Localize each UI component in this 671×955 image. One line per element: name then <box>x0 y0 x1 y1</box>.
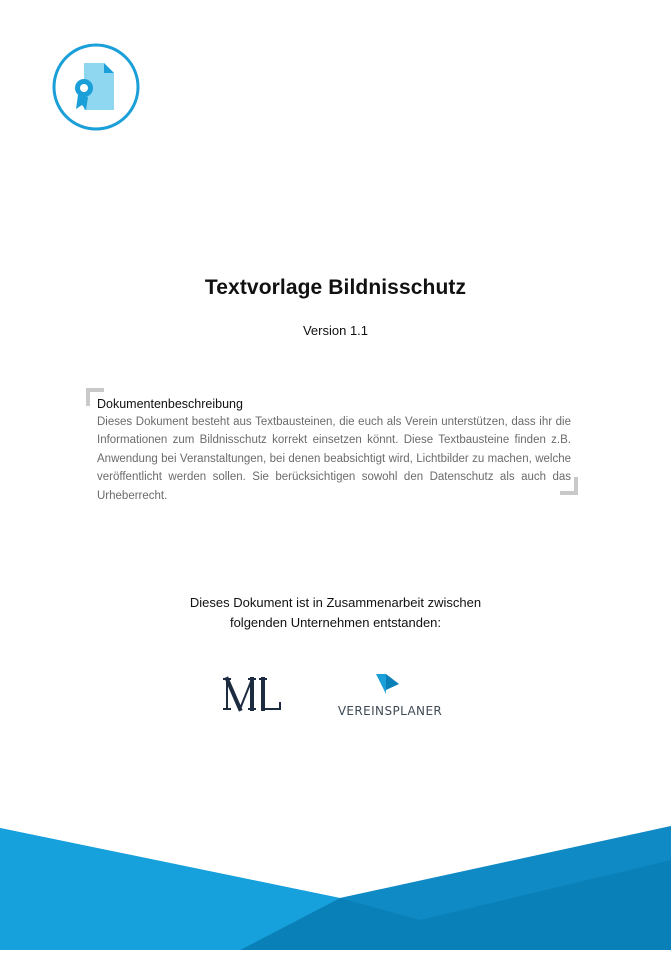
footer-decoration <box>0 820 671 950</box>
description-text: Dieses Dokument besteht aus Textbausteinen, die euch als Verein unterstützen, dass ihr die Informationen zum Bildnisschutz korrekt einsetzen könnt. Diese Textbausteine finden z.B. Anwendung bei Veranstaltungen, bei denen beabsichtigt wird, Lichtbilder zu machen, welche veröffentlicht werden sollen. Sie berücksichtigen sowohl den Datenschutz als auch das Urheberrecht. <box>97 416 571 502</box>
document-title: Textvorlage Bildnisschutz <box>204 276 467 299</box>
collaboration-line-2: folgenden Unternehmen entstanden: <box>229 615 442 630</box>
collaboration-line-1: Dieses Dokument ist in Zusammenarbeit zwischen <box>189 595 482 610</box>
ml-logo <box>222 673 284 715</box>
vereinsplaner-wordmark: VEREINSPLANER <box>337 704 443 718</box>
description-heading: Dokumentenbeschreibung <box>97 397 243 411</box>
document-version: Version 1.1 <box>302 323 369 338</box>
vereinsplaner-logo <box>337 672 443 722</box>
certificate-document-icon <box>52 43 140 131</box>
collaboration-note <box>0 593 671 633</box>
description-box <box>86 388 578 502</box>
